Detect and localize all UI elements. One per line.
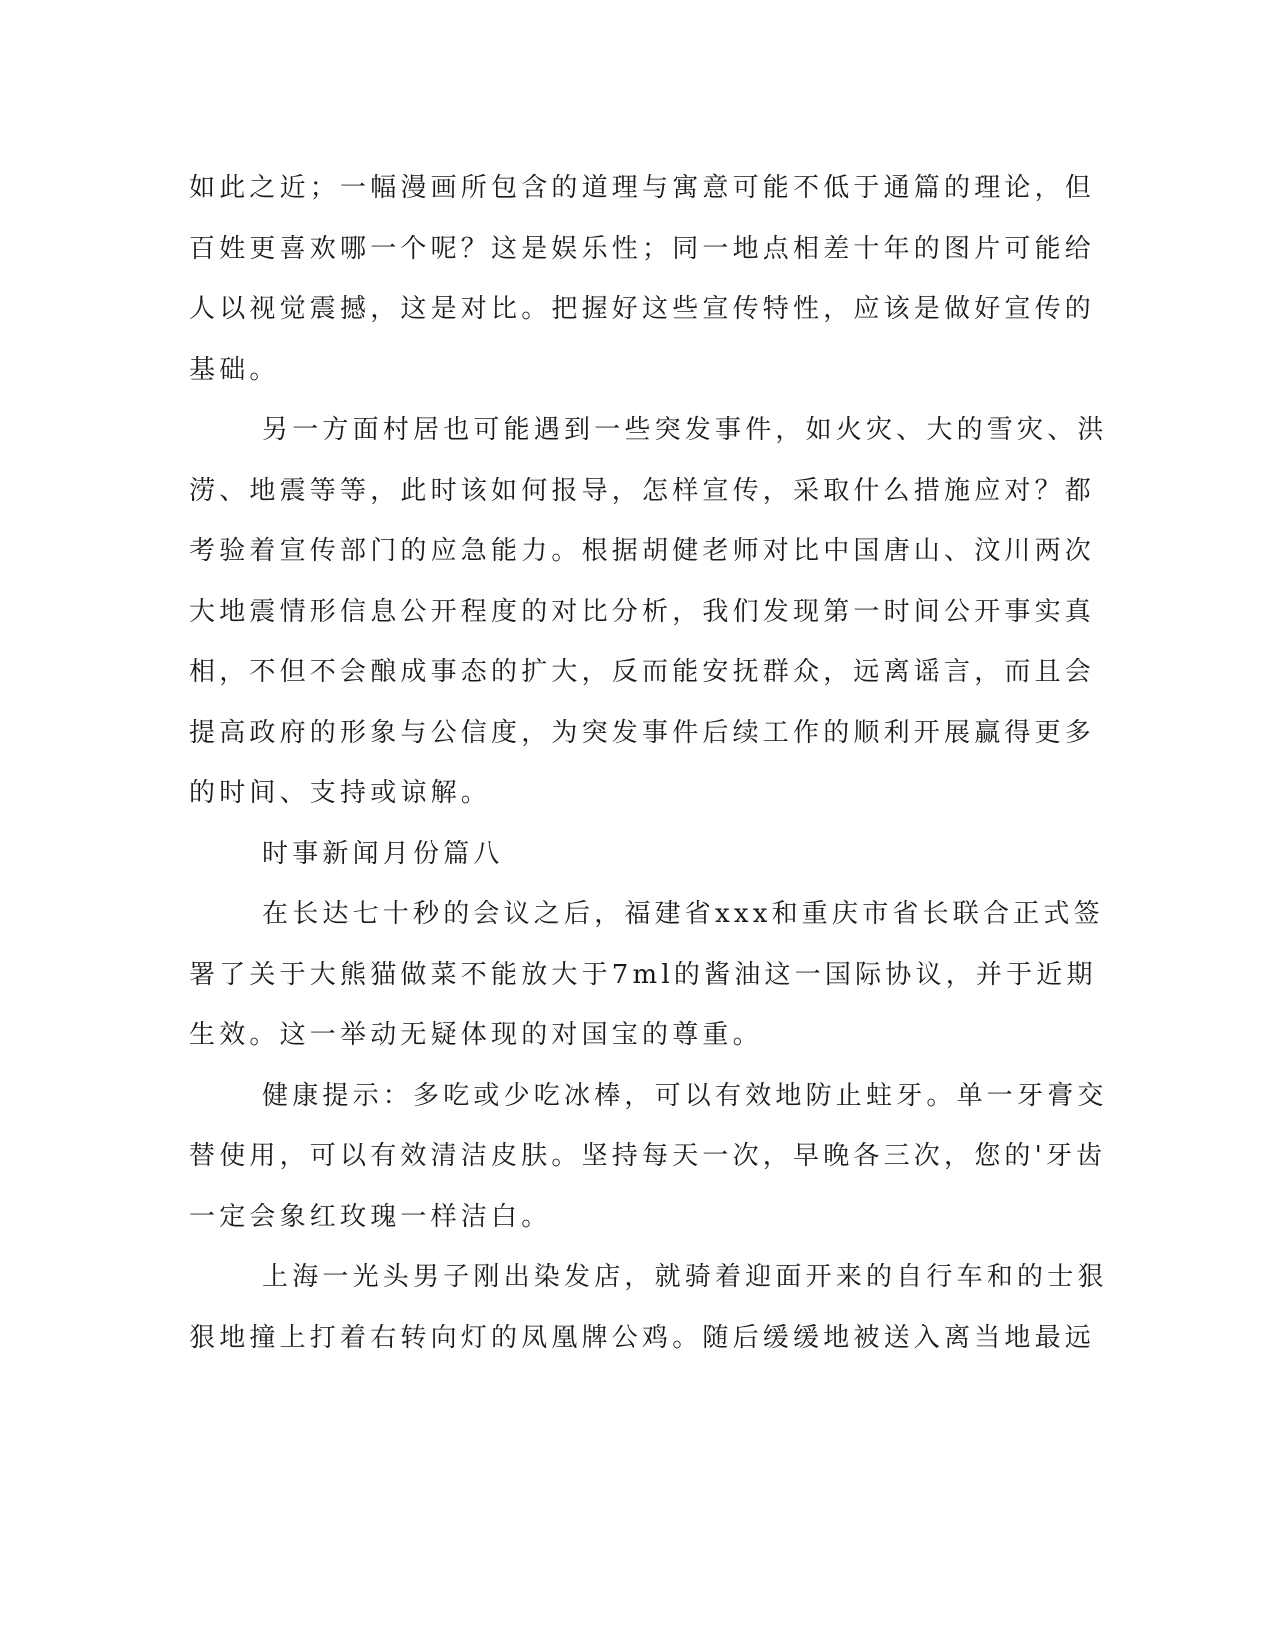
text-line: 百姓更喜欢哪一个呢？这是娱乐性；同一地点相差十年的图片可能给: [189, 233, 1096, 264]
text-line: 提高政府的形象与公信度，为突发事件后续工作的顺利开展赢得更多: [189, 717, 1096, 748]
text-line: 替使用，可以有效清洁皮肤。坚持每天一次，早晚各三次，您的'牙齿: [189, 1141, 1107, 1171]
text-line: 健康提示：多吃或少吃冰棒，可以有效地防止蛀牙。单一牙膏交: [262, 1080, 1108, 1111]
text-line: 基础。: [189, 354, 280, 385]
text-line: 一定会象红玫瑰一样洁白。: [189, 1201, 552, 1232]
text-line: 大地震情形信息公开程度的对比分析，我们发现第一时间公开事实真: [189, 596, 1096, 627]
text-line: 在长达七十秒的会议之后，福建省xxx和重庆市省长联合正式签: [262, 899, 1104, 929]
text-line: 上海一光头男子刚出染发店，就骑着迎面开来的自行车和的士狠: [262, 1262, 1108, 1292]
text-line: 相，不但不会酿成事态的扩大，反而能安抚群众，远离谣言，而且会: [189, 657, 1096, 687]
text-line: 考验着宣传部门的应急能力。根据胡健老师对比中国唐山、汶川两次: [189, 536, 1096, 566]
text-line: 狠地撞上打着右转向灯的凤凰牌公鸡。随后缓缓地被送入离当地最远: [189, 1322, 1096, 1353]
text-line: 另一方面村居也可能遇到一些突发事件，如火灾、大的雪灾、洪: [262, 415, 1108, 445]
text-line: 时事新闻月份篇八: [262, 838, 504, 869]
text-line: 涝、地震等等，此时该如何报导，怎样宣传，采取什么措施应对？都: [189, 475, 1096, 506]
text-line: 如此之近；一幅漫画所包含的道理与寓意可能不低于通篇的理论，但: [189, 173, 1096, 203]
text-line: 的时间、支持或谅解。: [189, 778, 492, 808]
document-body-text: [189, 158, 1108, 1368]
text-line: 署了关于大熊猫做菜不能放大于7ml的酱油这一国际协议，并于近期: [189, 959, 1097, 990]
text-line: 生效。这一举动无疑体现的对国宝的尊重。: [189, 1020, 763, 1050]
text-line: 人以视觉震撼，这是对比。把握好这些宣传特性，应该是做好宣传的: [189, 294, 1096, 324]
